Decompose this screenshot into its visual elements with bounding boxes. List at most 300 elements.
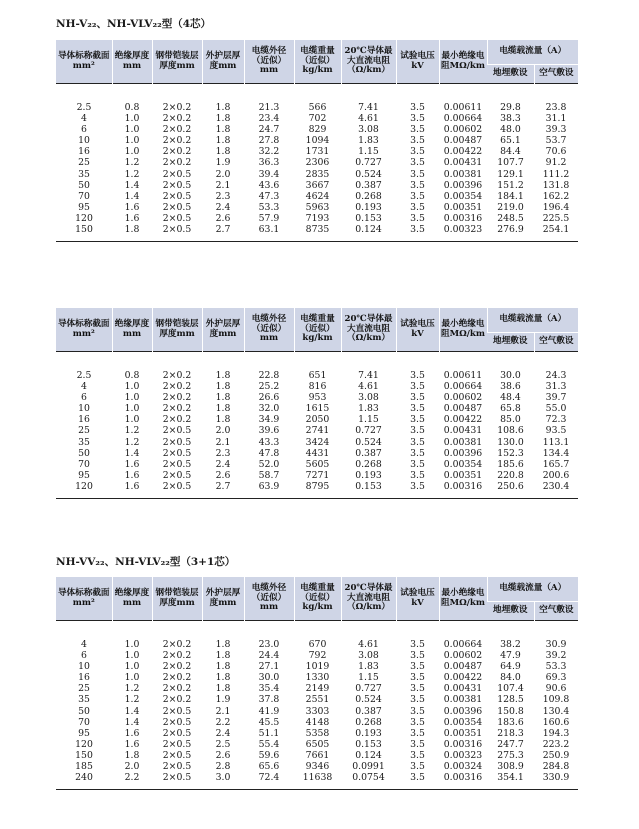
table-row — [56, 224, 578, 235]
cell-test-voltage: 3.5 — [410, 414, 425, 426]
cell-weight: 5605 — [305, 458, 330, 470]
cell-dc-resistance: 0.727 — [355, 157, 382, 169]
cell-ampacity-buried: 48.0 — [500, 124, 521, 136]
cell-insulation-resistance: 0.00602 — [443, 392, 483, 404]
cell-ampacity-air: 31.3 — [545, 381, 567, 393]
cell-insulation-thickness: 1.6 — [124, 469, 140, 481]
cell-insulation-resistance: 0.00396 — [443, 447, 483, 459]
cell-outer-diameter: 34.9 — [258, 414, 280, 426]
cell-conductor-section: 10 — [78, 661, 90, 673]
cell-ampacity-air: 93.5 — [545, 425, 567, 437]
cell-conductor-section: 35 — [78, 436, 90, 448]
cell-weight: 670 — [308, 639, 327, 650]
cell-ampacity-buried: 151.2 — [497, 179, 524, 191]
spec-table-4-core-part2 — [56, 308, 578, 499]
table-row — [56, 180, 578, 191]
header-test-voltage: 试验电压kV — [396, 40, 439, 84]
table-row — [56, 191, 578, 202]
cell-armour-thickness: 2×0.2 — [162, 403, 192, 415]
cell-ampacity-air: 91.2 — [545, 157, 567, 169]
cell-ampacity-air: 39.3 — [545, 124, 567, 136]
cell-dc-resistance: 3.08 — [358, 650, 379, 662]
cell-ampacity-air: 131.8 — [542, 179, 570, 191]
header-ampacity: 电缆载流量（A） — [487, 308, 578, 333]
cell-dc-resistance: 3.08 — [358, 392, 379, 404]
cell-weight: 792 — [308, 650, 327, 662]
cell-ampacity-air: 53.7 — [545, 135, 567, 147]
cell-ampacity-air: 69.3 — [545, 672, 567, 684]
cell-insulation-thickness: 1.4 — [124, 179, 140, 191]
cell-sheath-thickness: 2.1 — [215, 436, 231, 448]
spec-table-4-core — [56, 40, 578, 242]
cell-conductor-section: 50 — [78, 447, 90, 459]
cell-weight: 1731 — [305, 146, 330, 158]
cell-dc-resistance: 4.61 — [358, 113, 379, 125]
header-cable-weight: 电缆重量（近似）kg/km — [294, 577, 341, 621]
table-row — [56, 683, 578, 694]
cell-sheath-thickness: 1.8 — [215, 370, 231, 381]
cell-conductor-section: 2.5 — [76, 102, 92, 113]
cell-weight: 4431 — [305, 447, 330, 459]
cell-outer-diameter: 63.9 — [258, 480, 280, 492]
cell-sheath-thickness: 2.3 — [215, 190, 231, 202]
cell-test-voltage: 3.5 — [410, 761, 425, 773]
cell-ampacity-buried: 130.0 — [497, 436, 524, 448]
cell-sheath-thickness: 1.8 — [215, 683, 231, 695]
table-row — [56, 728, 578, 739]
header-ampacity-buried: 地埋敷设 — [487, 602, 534, 621]
cell-dc-resistance: 0.524 — [355, 694, 382, 706]
cell-insulation-resistance: 0.00396 — [443, 705, 483, 717]
cell-armour-thickness: 2×0.2 — [162, 392, 192, 404]
cell-outer-diameter: 35.4 — [258, 683, 280, 695]
cell-insulation-thickness: 1.2 — [124, 694, 140, 706]
cell-sheath-thickness: 2.4 — [215, 201, 231, 213]
cell-armour-thickness: 2×0.5 — [162, 738, 192, 750]
cell-ampacity-air: 330.9 — [542, 772, 570, 784]
spec-table-3plus1-core — [56, 577, 578, 790]
cell-ampacity-buried: 184.1 — [497, 190, 524, 202]
header-cable-outer-diameter: 电缆外径（近似）mm — [244, 577, 294, 621]
header-max-dc-resistance: 20℃导体最大直流电阻（Ω/km） — [341, 577, 396, 621]
cell-armour-thickness: 2×0.2 — [162, 124, 192, 136]
cell-conductor-section: 4 — [81, 639, 87, 650]
cell-armour-thickness: 2×0.2 — [162, 157, 192, 169]
cell-outer-diameter: 53.3 — [258, 201, 280, 213]
cell-weight: 5358 — [305, 727, 330, 739]
cell-armour-thickness: 2×0.2 — [162, 146, 192, 158]
cell-conductor-section: 25 — [78, 157, 90, 169]
table-row — [56, 761, 578, 772]
table-row — [56, 650, 578, 661]
cell-ampacity-air: 53.3 — [545, 661, 567, 673]
header-cable-weight: 电缆重量（近似）kg/km — [294, 40, 341, 84]
cell-insulation-thickness: 1.6 — [124, 212, 140, 224]
cell-weight: 2149 — [305, 683, 330, 695]
cell-ampacity-buried: 85.0 — [500, 414, 521, 426]
cell-conductor-section: 120 — [75, 738, 93, 750]
cell-insulation-resistance: 0.00354 — [443, 716, 483, 728]
spec-table — [56, 40, 578, 242]
cell-sheath-thickness: 1.8 — [215, 639, 231, 650]
table-row — [56, 706, 578, 717]
cell-insulation-thickness: 1.0 — [124, 392, 140, 404]
cell-dc-resistance: 1.83 — [358, 661, 379, 673]
cell-test-voltage: 3.5 — [410, 447, 425, 459]
cell-ampacity-buried: 64.9 — [500, 661, 521, 673]
cell-ampacity-buried: 220.8 — [497, 469, 524, 481]
cell-outer-diameter: 27.1 — [258, 661, 280, 673]
cell-armour-thickness: 2×0.5 — [162, 447, 192, 459]
cell-sheath-thickness: 2.6 — [215, 749, 231, 761]
cell-insulation-thickness: 1.0 — [124, 661, 140, 673]
cell-ampacity-air: 196.4 — [542, 201, 570, 213]
cell-conductor-section: 120 — [75, 480, 93, 492]
cell-conductor-section: 6 — [81, 124, 87, 136]
table-row — [56, 414, 578, 425]
cell-test-voltage: 3.5 — [410, 157, 425, 169]
cell-ampacity-buried: 248.5 — [497, 212, 524, 224]
cell-dc-resistance: 1.15 — [358, 672, 379, 684]
cell-armour-thickness: 2×0.2 — [162, 683, 192, 695]
cell-sheath-thickness: 2.7 — [215, 480, 231, 492]
cell-weight: 5963 — [305, 201, 330, 213]
cell-ampacity-air: 39.7 — [545, 392, 567, 404]
cell-test-voltage: 3.5 — [410, 212, 425, 224]
cell-insulation-resistance: 0.00351 — [443, 469, 483, 481]
cell-ampacity-buried: 38.6 — [500, 381, 521, 393]
cell-conductor-section: 6 — [81, 392, 87, 404]
cell-insulation-thickness: 1.2 — [124, 683, 140, 695]
cell-armour-thickness: 2×0.5 — [162, 749, 192, 761]
cell-outer-diameter: 21.3 — [258, 102, 280, 113]
table-row — [56, 772, 578, 783]
cell-test-voltage: 3.5 — [410, 190, 425, 202]
header-ampacity: 电缆载流量（A） — [487, 40, 578, 65]
cell-ampacity-buried: 354.1 — [497, 772, 524, 784]
cell-conductor-section: 240 — [75, 772, 93, 784]
cell-insulation-thickness: 1.2 — [124, 436, 140, 448]
cell-weight: 2306 — [305, 157, 330, 169]
cell-test-voltage: 3.5 — [410, 749, 425, 761]
cell-sheath-thickness: 2.1 — [215, 705, 231, 717]
cell-ampacity-buried: 247.7 — [497, 738, 524, 750]
cell-dc-resistance: 4.61 — [358, 639, 379, 650]
cell-insulation-thickness: 1.0 — [124, 650, 140, 662]
cell-sheath-thickness: 1.9 — [215, 694, 231, 706]
cell-conductor-section: 70 — [78, 190, 90, 202]
cell-armour-thickness: 2×0.5 — [162, 168, 192, 180]
cell-test-voltage: 3.5 — [410, 179, 425, 191]
cell-weight: 1330 — [305, 672, 330, 684]
cell-conductor-section: 4 — [81, 113, 87, 125]
cell-armour-thickness: 2×0.5 — [162, 458, 192, 470]
cell-insulation-thickness: 1.2 — [124, 425, 140, 437]
cell-armour-thickness: 2×0.5 — [162, 179, 192, 191]
cell-ampacity-buried: 30.0 — [500, 370, 521, 381]
cell-ampacity-air: 72.3 — [545, 414, 567, 426]
cell-ampacity-buried: 84.4 — [500, 146, 521, 158]
cell-armour-thickness: 2×0.2 — [162, 414, 192, 426]
table-row — [56, 672, 578, 683]
cell-outer-diameter: 24.4 — [258, 650, 280, 662]
table-row — [56, 213, 578, 224]
cell-dc-resistance: 7.41 — [358, 102, 379, 113]
cell-ampacity-buried: 250.6 — [497, 480, 524, 492]
cell-insulation-resistance: 0.00664 — [443, 639, 483, 650]
cell-armour-thickness: 2×0.5 — [162, 480, 192, 492]
cell-sheath-thickness: 1.9 — [215, 157, 231, 169]
cell-insulation-resistance: 0.00323 — [443, 749, 483, 761]
cell-ampacity-air: 23.8 — [545, 102, 567, 113]
table-row — [56, 202, 578, 213]
cell-test-voltage: 3.5 — [410, 224, 425, 236]
cell-dc-resistance: 1.15 — [358, 146, 379, 158]
cell-outer-diameter: 47.3 — [258, 190, 280, 202]
cell-ampacity-buried: 108.6 — [497, 425, 524, 437]
cell-weight: 953 — [308, 392, 327, 404]
cell-conductor-section: 4 — [81, 381, 87, 393]
cell-insulation-thickness: 1.0 — [124, 403, 140, 415]
header-min-insulation-resistance: 最小绝缘电阻MΩ/km — [439, 40, 487, 84]
cell-ampacity-air: 200.6 — [542, 469, 570, 481]
cell-dc-resistance: 0.0991 — [352, 761, 385, 773]
header-min-insulation-resistance: 最小绝缘电阻MΩ/km — [439, 577, 487, 621]
cell-ampacity-air: 250.9 — [542, 749, 570, 761]
cell-ampacity-buried: 218.3 — [497, 727, 524, 739]
cell-armour-thickness: 2×0.2 — [162, 135, 192, 147]
cell-insulation-resistance: 0.00602 — [443, 124, 483, 136]
cell-dc-resistance: 0.524 — [355, 436, 382, 448]
cell-conductor-section: 6 — [81, 650, 87, 662]
cell-ampacity-buried: 47.9 — [500, 650, 521, 662]
cell-conductor-section: 70 — [78, 716, 90, 728]
cell-dc-resistance: 0.0754 — [352, 772, 385, 784]
cell-outer-diameter: 43.6 — [258, 179, 280, 191]
cell-outer-diameter: 23.4 — [258, 113, 280, 125]
cell-conductor-section: 2.5 — [76, 370, 92, 381]
cell-insulation-thickness: 1.4 — [124, 705, 140, 717]
cell-armour-thickness: 2×0.5 — [162, 224, 192, 236]
cell-outer-diameter: 55.4 — [258, 738, 280, 750]
cell-ampacity-air: 130.4 — [542, 705, 570, 717]
cell-outer-diameter: 43.3 — [258, 436, 280, 448]
cell-weight: 4148 — [305, 716, 330, 728]
cell-test-voltage: 3.5 — [410, 392, 425, 404]
cell-sheath-thickness: 1.8 — [215, 381, 231, 393]
cell-insulation-thickness: 1.6 — [124, 727, 140, 739]
cell-armour-thickness: 2×0.2 — [162, 672, 192, 684]
cell-insulation-thickness: 1.0 — [124, 113, 140, 125]
table-row — [56, 448, 578, 459]
table-row — [56, 739, 578, 750]
cell-conductor-section: 35 — [78, 694, 90, 706]
header-cable-outer-diameter: 电缆外径（近似）mm — [244, 40, 294, 84]
cell-test-voltage: 3.5 — [410, 168, 425, 180]
cell-insulation-resistance: 0.00316 — [443, 738, 483, 750]
cell-test-voltage: 3.5 — [410, 458, 425, 470]
cell-conductor-section: 50 — [78, 705, 90, 717]
cell-insulation-resistance: 0.00381 — [443, 694, 483, 706]
cell-ampacity-buried: 107.4 — [497, 683, 524, 695]
cell-sheath-thickness: 2.0 — [215, 168, 231, 180]
cell-test-voltage: 3.5 — [410, 370, 425, 381]
cell-test-voltage: 3.5 — [410, 124, 425, 136]
cell-dc-resistance: 0.124 — [355, 749, 382, 761]
table-row — [56, 381, 578, 392]
header-steel-tape-armour: 钢带铠装层厚度mm — [152, 40, 202, 84]
table-row — [56, 694, 578, 705]
cell-armour-thickness: 2×0.5 — [162, 772, 192, 784]
cell-dc-resistance: 0.153 — [355, 480, 382, 492]
table-row — [56, 425, 578, 436]
cell-outer-diameter: 30.0 — [258, 672, 280, 684]
cell-ampacity-buried: 150.8 — [497, 705, 524, 717]
header-test-voltage: 试验电压kV — [396, 577, 439, 621]
cell-weight: 1094 — [305, 135, 330, 147]
cell-sheath-thickness: 2.5 — [215, 738, 231, 750]
cell-insulation-resistance: 0.00316 — [443, 480, 483, 492]
cell-weight: 7193 — [305, 212, 330, 224]
cell-conductor-section: 120 — [75, 212, 93, 224]
cell-weight: 8795 — [305, 480, 330, 492]
cell-insulation-thickness: 1.0 — [124, 124, 140, 136]
cell-weight: 3424 — [305, 436, 330, 448]
cell-dc-resistance: 0.727 — [355, 425, 382, 437]
cell-sheath-thickness: 2.4 — [215, 458, 231, 470]
cell-dc-resistance: 3.08 — [358, 124, 379, 136]
header-steel-tape-armour: 钢带铠装层厚度mm — [152, 308, 202, 352]
cell-ampacity-air: 90.6 — [545, 683, 567, 695]
cell-weight: 4624 — [305, 190, 330, 202]
cell-armour-thickness: 2×0.5 — [162, 201, 192, 213]
cell-insulation-thickness: 1.2 — [124, 157, 140, 169]
cell-ampacity-air: 55.0 — [545, 403, 567, 415]
cell-armour-thickness: 2×0.5 — [162, 716, 192, 728]
cell-ampacity-buried: 84.0 — [500, 672, 521, 684]
table-1-title: NH-V₂₂、NH-VLV₂₂型（4芯） — [56, 18, 212, 30]
cell-ampacity-buried: 128.5 — [497, 694, 524, 706]
cell-dc-resistance: 0.268 — [355, 190, 382, 202]
table-row — [56, 639, 578, 650]
cell-conductor-section: 150 — [75, 749, 93, 761]
cell-insulation-resistance: 0.00351 — [443, 727, 483, 739]
cell-insulation-thickness: 2.0 — [124, 761, 140, 773]
cell-outer-diameter: 52.0 — [258, 458, 280, 470]
cell-armour-thickness: 2×0.2 — [162, 639, 192, 650]
cell-weight: 2835 — [305, 168, 330, 180]
cell-sheath-thickness: 2.6 — [215, 469, 231, 481]
cell-dc-resistance: 0.193 — [355, 201, 382, 213]
cell-dc-resistance: 0.153 — [355, 212, 382, 224]
table-3-title: NH-VV₂₂、NH-VLV₂₂型（3+1芯） — [56, 556, 236, 568]
cell-insulation-resistance: 0.00323 — [443, 224, 483, 236]
cell-armour-thickness: 2×0.5 — [162, 212, 192, 224]
cell-ampacity-air: 39.2 — [545, 650, 567, 662]
cell-weight: 9346 — [305, 761, 330, 773]
header-ampacity-buried: 地埋敷设 — [487, 333, 534, 352]
cell-ampacity-air: 31.1 — [545, 113, 567, 125]
cell-ampacity-buried: 308.9 — [497, 761, 524, 773]
header-test-voltage: 试验电压kV — [396, 308, 439, 352]
table-row — [56, 157, 578, 168]
cell-weight: 7661 — [305, 749, 330, 761]
cell-armour-thickness: 2×0.2 — [162, 661, 192, 673]
cell-outer-diameter: 41.9 — [258, 705, 280, 717]
cell-insulation-thickness: 1.6 — [124, 738, 140, 750]
cell-sheath-thickness: 1.8 — [215, 124, 231, 136]
cell-test-voltage: 3.5 — [410, 113, 425, 125]
cell-armour-thickness: 2×0.2 — [162, 381, 192, 393]
table-row — [56, 169, 578, 180]
cell-outer-diameter: 65.6 — [258, 761, 280, 773]
cell-insulation-resistance: 0.00431 — [443, 425, 483, 437]
cell-weight: 1019 — [305, 661, 330, 673]
header-ampacity-air: 空气敷设 — [534, 333, 578, 352]
cell-insulation-resistance: 0.00324 — [443, 761, 483, 773]
cell-insulation-resistance: 0.00611 — [443, 102, 483, 113]
cell-ampacity-buried: 38.3 — [500, 113, 521, 125]
cell-outer-diameter: 25.2 — [258, 381, 280, 393]
cell-insulation-thickness: 1.4 — [124, 716, 140, 728]
cell-test-voltage: 3.5 — [410, 135, 425, 147]
cell-weight: 702 — [308, 113, 327, 125]
cell-insulation-thickness: 1.0 — [124, 135, 140, 147]
cell-weight: 816 — [308, 381, 327, 393]
cell-conductor-section: 16 — [78, 146, 90, 158]
cell-outer-diameter: 26.6 — [258, 392, 280, 404]
table-row — [56, 102, 578, 113]
header-insulation-thickness: 绝缘厚度mm — [112, 577, 152, 621]
cell-outer-diameter: 37.8 — [258, 694, 280, 706]
cell-insulation-resistance: 0.00354 — [443, 190, 483, 202]
cell-outer-diameter: 23.0 — [258, 639, 280, 650]
cell-sheath-thickness: 2.1 — [215, 179, 231, 191]
table-row — [56, 113, 578, 124]
cell-conductor-section: 16 — [78, 672, 90, 684]
cell-dc-resistance: 1.83 — [358, 403, 379, 415]
cell-conductor-section: 95 — [78, 201, 90, 213]
cell-ampacity-buried: 219.0 — [497, 201, 524, 213]
cell-conductor-section: 50 — [78, 179, 90, 191]
cell-dc-resistance: 1.83 — [358, 135, 379, 147]
cell-conductor-section: 10 — [78, 135, 90, 147]
cell-test-voltage: 3.5 — [410, 716, 425, 728]
cell-ampacity-buried: 275.3 — [497, 749, 524, 761]
cell-sheath-thickness: 1.8 — [215, 102, 231, 113]
cell-weight: 3303 — [305, 705, 330, 717]
cell-sheath-thickness: 1.8 — [215, 414, 231, 426]
cell-test-voltage: 3.5 — [410, 102, 425, 113]
cell-insulation-thickness: 1.6 — [124, 201, 140, 213]
cell-conductor-section: 95 — [78, 469, 90, 481]
header-ampacity-air: 空气敷设 — [534, 65, 578, 84]
cell-dc-resistance: 7.41 — [358, 370, 379, 381]
cell-conductor-section: 35 — [78, 168, 90, 180]
cell-ampacity-air: 160.6 — [542, 716, 570, 728]
cell-test-voltage: 3.5 — [410, 661, 425, 673]
table-row — [56, 146, 578, 157]
cell-weight: 1615 — [305, 403, 330, 415]
cell-sheath-thickness: 2.4 — [215, 727, 231, 739]
cell-insulation-thickness: 2.2 — [124, 772, 140, 784]
cell-outer-diameter: 59.6 — [258, 749, 280, 761]
cell-test-voltage: 3.5 — [410, 469, 425, 481]
cell-armour-thickness: 2×0.5 — [162, 727, 192, 739]
cell-insulation-resistance: 0.00422 — [443, 146, 483, 158]
cell-test-voltage: 3.5 — [410, 403, 425, 415]
cell-conductor-section: 25 — [78, 425, 90, 437]
